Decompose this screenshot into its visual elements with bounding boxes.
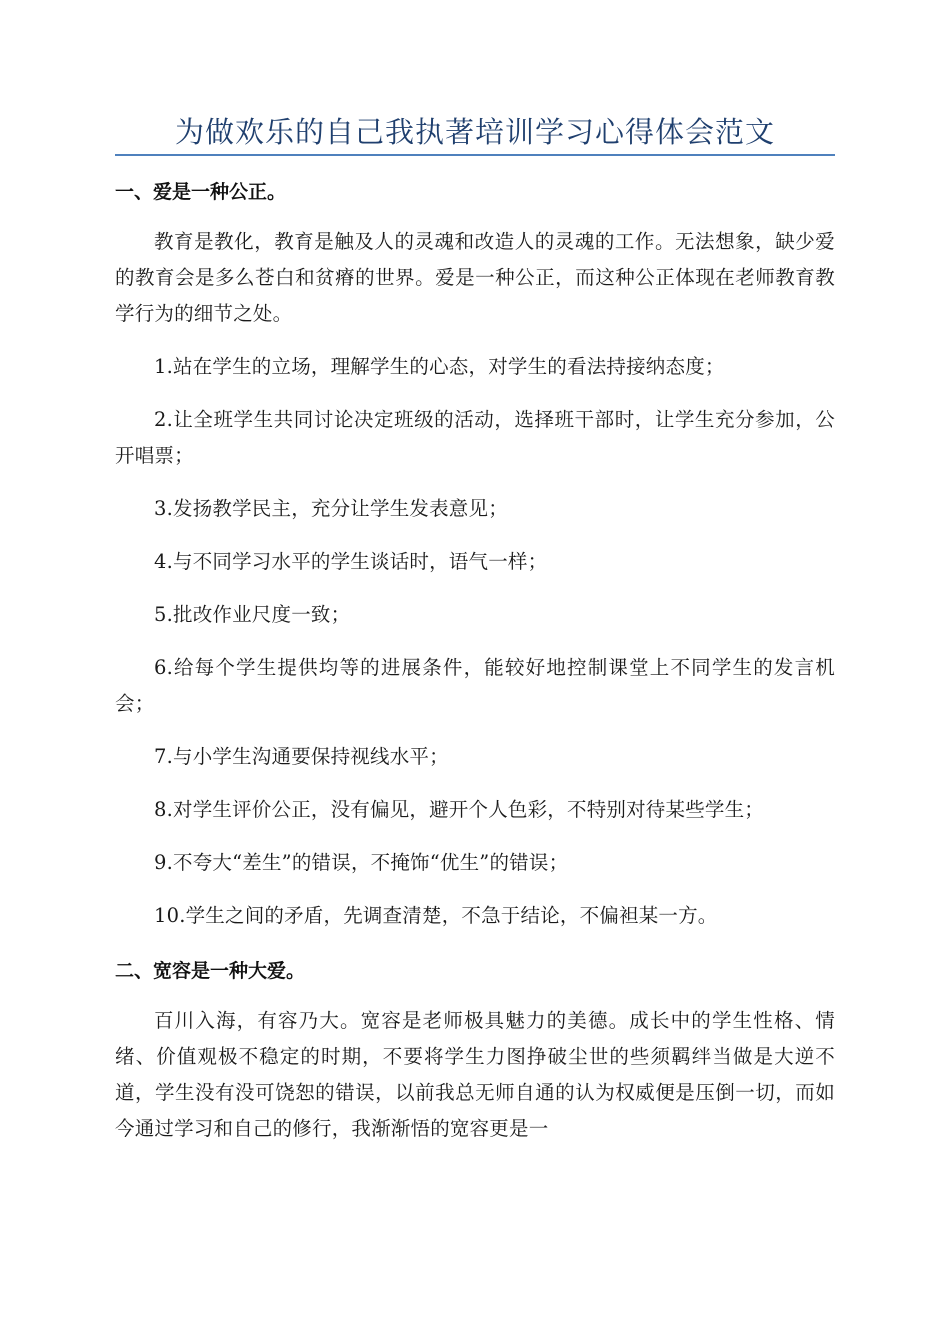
section-1-intro-paragraph: 教育是教化，教育是触及人的灵魂和改造人的灵魂的工作。无法想象，缺少爱的教育会是多么苍白和贫瘠的世界。爱是一种公正，而这种公正体现在老师教育教学行为的细节之处。 [115, 230, 835, 325]
list-item: 5.批改作业尺度一致； [154, 603, 351, 626]
list-item: 2.让全班学生共同讨论决定班级的活动，选择班干部时，让学生充分参加，公开唱票； [115, 408, 835, 467]
section-heading-1: 一、爱是一种公正。 [115, 181, 287, 203]
section-heading-2: 二、宽容是一种大爱。 [115, 960, 306, 982]
list-item: 4.与不同学习水平的学生谈话时，语气一样； [154, 550, 548, 573]
section-2-intro-paragraph: 百川入海，有容乃大。宽容是老师极具魅力的美德。成长中的学生性格、情绪、价值观极不稳定的时期，不要将学生力图挣破尘世的些须羁绊当做是大逆不道，学生没有没可饶恕的错误，以前我总无师自通的认为权威便是压倒一切，而如今通过学习和自己的修行，我渐渐悟的宽容更是一 [115, 1009, 835, 1140]
document-title: 为做欢乐的自己我执著培训学习心得体会范文 [174, 115, 775, 149]
list-item: 9.不夸大“差生”的错误，不掩饰“优生”的错误； [154, 851, 569, 874]
list-item: 10.学生之间的矛盾，先调查清楚，不急于结论，不偏袒某一方。 [154, 904, 718, 927]
list-item: 7.与小学生沟通要保持视线水平； [154, 745, 449, 768]
document-body [115, 172, 835, 1164]
list-item: 8.对学生评价公正，没有偏见，避开个人色彩，不特别对待某些学生； [154, 798, 765, 821]
title-underline [115, 154, 835, 156]
list-item: 6.给每个学生提供均等的进展条件，能较好地控制课堂上不同学生的发言机会； [115, 656, 835, 715]
list-item: 1.站在学生的立场，理解学生的心态，对学生的看法持接纳态度； [154, 355, 725, 378]
list-item: 3.发扬教学民主，充分让学生发表意见； [154, 497, 508, 520]
